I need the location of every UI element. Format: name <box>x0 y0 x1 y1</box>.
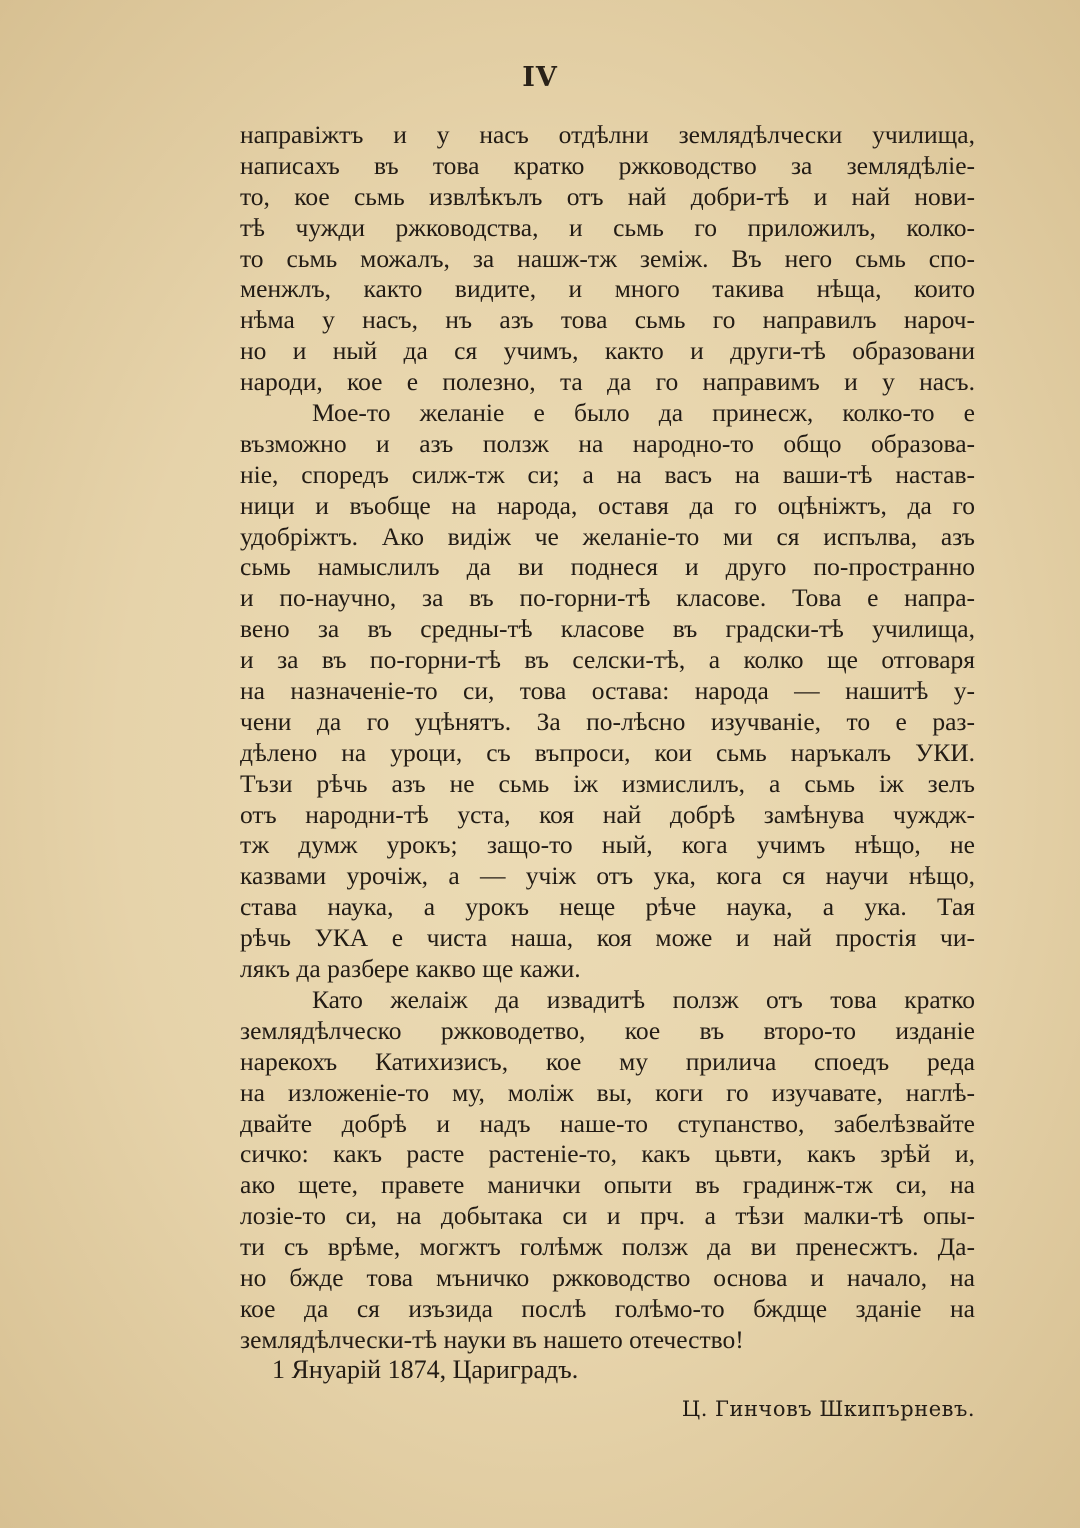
text-line: ти съ врѣме, могжтъ голѣмж ползж да ви пренесжтъ. Да- <box>240 1232 975 1262</box>
text-line: сьмь намыслилъ да ви поднеся и друго по-пространно <box>240 552 975 582</box>
text-line: рѣчь УКА е чиста наша, коя може и най простія чи- <box>240 923 975 953</box>
text-line: отъ народни-тѣ уста, коя най добрѣ замѣнува чуждж- <box>240 799 975 829</box>
text-line: и за въ по-горни-тѣ въ селски-тѣ, а колко ще отговаря <box>240 645 975 675</box>
date-line: 1 Януарій 1874, Цариградъ. <box>272 1355 579 1384</box>
text-line: написахъ въ това кратко ржководство за землядѣліе- <box>240 150 975 180</box>
text-line: двайте добрѣ и надъ наше-то ступанство, забелѣзвайте <box>240 1108 975 1138</box>
text-line: възможно и азъ ползж на народно-то общо образова- <box>240 428 975 458</box>
text-line: сичко: какъ расте растеніе-то, какъ цьвти, какъ зрѣй и, <box>240 1139 975 1169</box>
text-line: направіжтъ и у насъ отдѣлни землядѣлчески училища, <box>240 120 975 149</box>
text-line: на изложеніе-то му, моліж вы, коги го изучавате, наглѣ- <box>240 1077 975 1107</box>
text-line: Тъзи рѣчь азъ не сьмь іж измислилъ, а сьмь іж зелъ <box>240 768 975 798</box>
text-line: лякъ да разбере какво ще кажи. <box>240 954 581 984</box>
text-line: чени да го уцѣнятъ. За по-лѣсно изучваніе, то е раз- <box>240 706 975 736</box>
text-line: но и ный да ся учимъ, както и други-тѣ образовани <box>240 336 975 366</box>
text-line: менжлъ, както видите, и много такива нѣща, които <box>240 274 975 304</box>
text-line: Като желаіж да извадитѣ ползж отъ това кратко <box>312 984 975 1014</box>
text-line: казвами урочіж, а — учіж отъ ука, кога ся научи нѣщо, <box>240 861 975 891</box>
text-line: нарекохъ Катихизисъ, кое му прилича споедъ реда <box>240 1046 975 1076</box>
text-line: на назначеніе-то си, това остава: народа — нашитѣ у- <box>240 676 975 706</box>
text-line: но бжде това мъничко ржководство основа и начало, на <box>240 1262 975 1292</box>
text-line: дѣлено на уроци, съ въпроси, кои сьмь наръкалъ УКИ. <box>240 737 975 767</box>
paragraph-3 <box>240 985 975 1356</box>
text-line: ніе, споредъ силж-тж си; а на васъ на ваши-тѣ настав- <box>240 459 975 489</box>
author-signature: Ц. Гинчовъ Шкипърневъ. <box>681 1397 975 1421</box>
text-line: кое да ся изъзида послѣ голѣмо-то бждще зданіе на <box>240 1293 975 1323</box>
text-line: то, кое сьмь извлѣкълъ отъ най добри-тѣ и най нови- <box>240 181 975 211</box>
text-line: то сьмь можалъ, за нашж-тж земіж. Въ него сьмь спо- <box>240 243 975 273</box>
text-line: лозіе-то си, на добытака си и прч. а тѣзи малки-тѣ опы- <box>240 1201 975 1231</box>
text-line: удобріжтъ. Ако видіж че желаніе-то ми ся испълва, азъ <box>240 521 975 551</box>
text-line: и по-научно, за въ по-горни-тѣ класове. Това е напра- <box>240 583 975 613</box>
text-line: землядѣлческо ржководетво, кое въ второ-то изданіе <box>240 1015 975 1045</box>
text-line: землядѣлчески-тѣ науки въ нашето отечество! <box>240 1324 744 1354</box>
text-line: тѣ чужди ржководства, и сьмь го приложилъ, колко- <box>240 212 975 242</box>
page-number: IV <box>522 62 558 93</box>
text-line: ници и въобще на народа, оставя да го оцѣніжтъ, да го <box>240 490 975 520</box>
paragraph-2 <box>240 398 975 985</box>
text-line: народи, кое е полезно, та да го направимъ и у насъ. <box>240 367 975 397</box>
body-text <box>240 120 975 1356</box>
text-line: Мое-то желаніе е было да принесж, колко-то е <box>312 398 975 428</box>
paragraph-1 <box>240 120 975 398</box>
text-line: вено за въ средны-тѣ класове въ градски-тѣ училища, <box>240 614 975 644</box>
text-line: става наука, а урокъ неще рѣче наука, а ука. Тая <box>240 892 975 922</box>
text-line: нѣма у насъ, нъ азъ това сьмь го направилъ нароч- <box>240 305 975 335</box>
text-line: ако щете, правете манички опыти въ градинж-тж си, на <box>240 1170 975 1200</box>
text-line: тж думж урокъ; защо-то ный, кога учимъ нѣщо, не <box>240 830 975 860</box>
